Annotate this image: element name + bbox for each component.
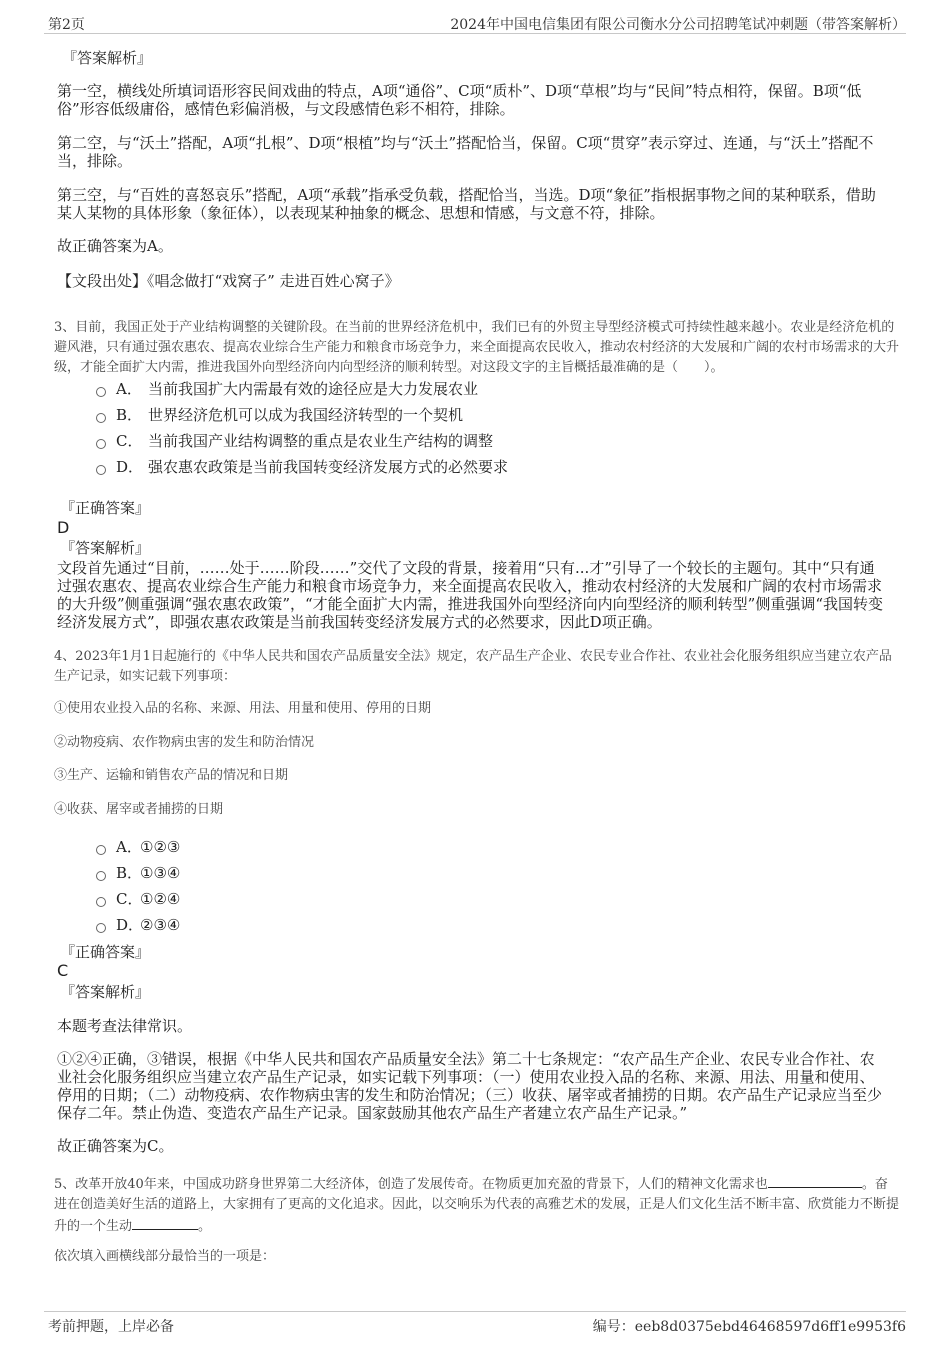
question-4-analysis: ①②④正确，③错误，根据《中华人民共和国农产品质量安全法》第二十七条规定：“农产品生产企业、农民专业合作社、农业社会化服务组织应当建立农产品生产记录，如实记载下列事项：（一）使用农业投入品的名称、来源、用法、用量和使用、停用的日期；（二）动物疫病、农作物病虫害的发生和防治情况；（三）收获、屠宰或者捕捞的日期。农产品生产记录应当至少保存二年。禁止伪造、变造农产品生产记录。国家鼓励其他农产品生产者建立农产品生产记录。” — [57, 1050, 883, 1122]
correct-answer-label: 『正确答案』 — [60, 943, 151, 961]
question-5-stem-part: 5、改革开放40年来，中国成功跻身世界第二大经济体，创造了发展传奇。在物质更加充盈的背景下，人们的精神文化需求也 — [54, 1177, 768, 1192]
question-4-item: ②动物疫病、农作物病虫害的发生和防治情况 — [54, 735, 315, 750]
radio-icon[interactable] — [96, 439, 106, 449]
option-letter: B． — [116, 406, 143, 424]
question-3-analysis: 文段首先通过“目前，……处于……阶段……”交代了文段的背景，接着用“只有...才”引导了一个较长的主题句。其中“只有通过强农惠农、提高农业综合生产能力和粮食市场竞争力，来全面提高农民收入，推动农村经济的大发展和广阔的农村市场需求的大升级”侧重强调“强农惠农政策”，“才能全面扩大内需，推进我国外向型经济向内向型经济的顺利转型”侧重强调“我国转变经济发展方式”，即强农惠农政策是当前我国转变经济发展方式的必然要求，因此D项正确。 — [57, 559, 884, 631]
fill-blank[interactable] — [132, 1215, 198, 1230]
radio-icon[interactable] — [96, 923, 106, 933]
analysis-paragraph-3: 第三空，与“百姓的喜怒哀乐”搭配，A项“承载”指承受负载，搭配恰当，当选。D项“象征”指根据事物之间的某种联系，借助某人某物的具体形象（象征体），以表现某种抽象的概念、思想和情感，与文意不符，排除。 — [57, 186, 876, 222]
question-3-option-b[interactable] — [96, 406, 463, 424]
option-letter: B． — [116, 864, 143, 882]
option-letter: D． — [116, 458, 144, 476]
analysis-paragraph-2: 第二空，与“沃土”搭配，A项“扎根”、D项“根植”均与“沃土”搭配恰当，保留。C项“贯穿”表示穿过、连通，与“沃土”搭配不当，排除。 — [57, 134, 874, 170]
page-number: 第2页 — [48, 17, 85, 33]
question-5-stem-part: 。 — [198, 1219, 212, 1234]
option-text: 当前我国扩大内需最有效的途径应是大力发展农业 — [148, 380, 479, 398]
question-3-option-c[interactable] — [96, 432, 493, 450]
radio-icon[interactable] — [96, 465, 106, 475]
document-code — [593, 1316, 906, 1336]
question-4-stem: 4、2023年1月1日起施行的《中华人民共和国农产品质量安全法》规定，农产品生产企业、农民专业合作社、农业社会化服务组织应当建立农产品生产记录，如实记载下列事项： — [54, 649, 892, 684]
question-5-stem-part: 。奋进在创造美好生活的道路上，大家拥有了更高的文化追求。因此，以交响乐为代表的高雅艺术的发展，正是人们文化生活不断丰富、欣赏能力不断提升的一个生动 — [54, 1177, 900, 1234]
option-letter: A． — [116, 838, 142, 856]
radio-icon[interactable] — [96, 413, 106, 423]
option-letter: A． — [116, 380, 142, 398]
analysis-conclusion: 故正确答案为A。 — [57, 237, 173, 255]
passage-source: 【文段出处】《唱念做打“戏窝子” 走进百姓心窝子》 — [57, 272, 400, 290]
footer-slogan: 考前押题，上岸必备 — [48, 1319, 174, 1335]
radio-icon[interactable] — [96, 387, 106, 397]
option-text: 强农惠农政策是当前我国转变经济发展方式的必然要求 — [148, 458, 509, 476]
header-divider — [44, 33, 906, 34]
option-letter: C． — [116, 432, 143, 450]
option-letter: C． — [116, 890, 143, 908]
question-4-item: ①使用农业投入品的名称、来源、用法、用量和使用、停用的日期 — [54, 701, 432, 716]
question-4-option-a[interactable] — [96, 838, 180, 856]
question-4-item: ④收获、屠宰或者捕捞的日期 — [54, 802, 224, 817]
question-4-analysis-intro: 本题考查法律常识。 — [57, 1017, 193, 1035]
question-4-option-c[interactable] — [96, 890, 180, 908]
radio-icon[interactable] — [96, 845, 106, 855]
radio-icon[interactable] — [96, 871, 106, 881]
question-5-stem — [54, 1173, 899, 1237]
analysis-label: 『答案解析』 — [60, 983, 151, 1001]
option-text: ①③④ — [140, 864, 181, 882]
analysis-conclusion: 故正确答案为C。 — [57, 1137, 174, 1155]
analysis-label: 『答案解析』 — [60, 539, 151, 557]
correct-answer: C — [57, 961, 69, 980]
analysis-label: 『答案解析』 — [62, 49, 153, 67]
option-text: ①②③ — [140, 838, 181, 856]
option-text: 当前我国产业结构调整的重点是农业生产结构的调整 — [148, 432, 494, 450]
question-4-option-b[interactable] — [96, 864, 180, 882]
option-letter: D． — [116, 916, 144, 934]
option-text: ②③④ — [140, 916, 181, 934]
document-code-label: 编号： — [592, 1319, 635, 1335]
document-code-value: eeb8d0375ebd46468597d6ff1e9953f6 — [634, 1319, 906, 1335]
question-4-item: ③生产、运输和销售农产品的情况和日期 — [54, 768, 289, 783]
question-3-option-a[interactable] — [96, 380, 478, 398]
question-4-option-d[interactable] — [96, 916, 180, 934]
correct-answer-label: 『正确答案』 — [60, 499, 151, 517]
document-title: 2024年中国电信集团有限公司衡水分公司招聘笔试冲刺题（带答案解析） — [450, 17, 906, 33]
radio-icon[interactable] — [96, 897, 106, 907]
fill-blank[interactable] — [768, 1173, 862, 1188]
question-3-stem: 3、目前，我国正处于产业结构调整的关键阶段。在当前的世界经济危机中，我们已有的外贸主导型经济模式可持续性越来越小。农业是经济危机的避风港，只有通过强农惠农、提高农业综合生产能力和粮食市场竞争力，来全面提高农民收入，推动农村经济的大发展和广阔的农村市场需求的大升级，才能全面扩大内需，推进我国外向型经济向内向型经济的顺利转型。对这段文字的主旨概括最准确的是（ ）。 — [54, 320, 900, 375]
correct-answer: D — [57, 518, 70, 537]
option-text: ①②④ — [140, 890, 181, 908]
question-5-prompt: 依次填入画横线部分最恰当的一项是： — [54, 1249, 276, 1264]
footer-divider — [44, 1311, 906, 1312]
question-3-option-d[interactable] — [96, 458, 508, 476]
analysis-paragraph-1: 第一空，横线处所填词语形容民间戏曲的特点，A项“通俗”、C项“质朴”、D项“草根”均与“民间”特点相符，保留。B项“低俗”形容低级庸俗，感情色彩偏消极，与文段感情色彩不相符，排除。 — [57, 82, 862, 118]
option-text: 世界经济危机可以成为我国经济转型的一个契机 — [148, 406, 464, 424]
